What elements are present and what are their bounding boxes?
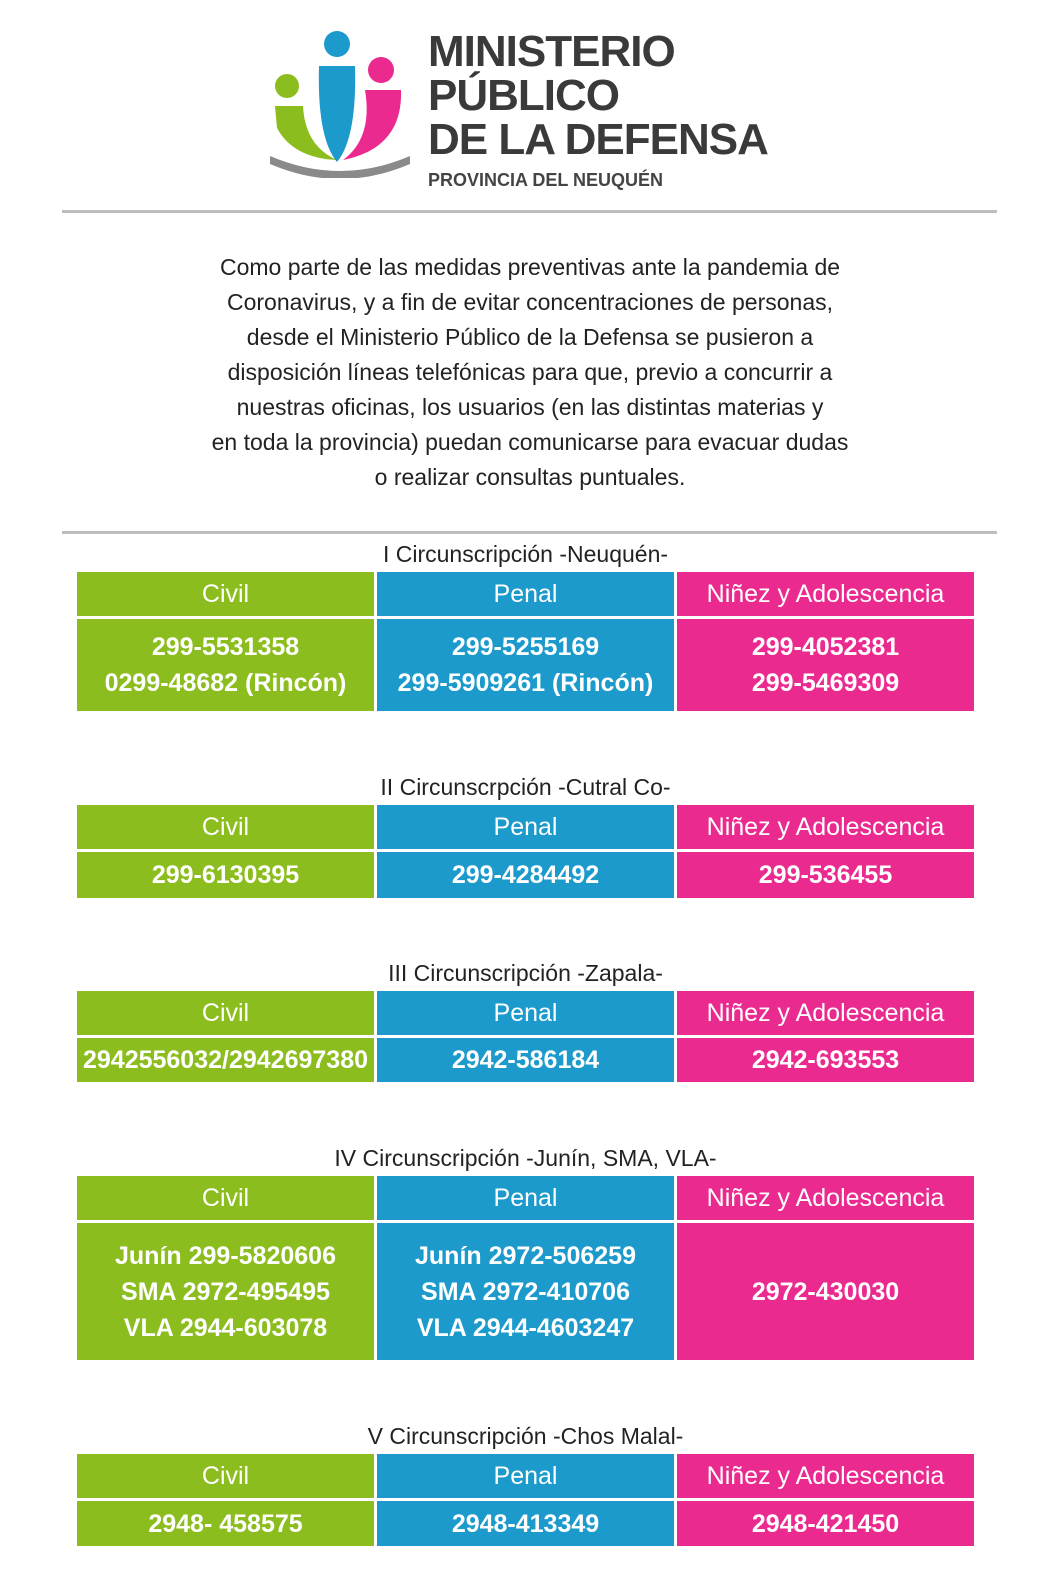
ninez-header: Niñez y Adolescencia <box>677 805 974 852</box>
penal-header: Penal <box>377 805 674 852</box>
intro-line: desde el Ministerio Público de la Defensa se pusieron a <box>246 324 814 350</box>
penal-column <box>374 1176 674 1360</box>
logo-line2: PÚBLICO <box>428 71 619 120</box>
ninez-phones <box>677 1501 974 1546</box>
civil-phones <box>77 1038 374 1082</box>
phone-number: 2942-693553 <box>751 1046 900 1074</box>
ninez-header: Niñez y Adolescencia <box>677 1176 974 1223</box>
phone-number: 2948- 458575 <box>148 1509 303 1538</box>
civil-column <box>77 805 374 898</box>
ninez-column <box>674 805 974 898</box>
divider-mid <box>62 531 997 534</box>
ninez-phones <box>677 619 974 711</box>
circ-title: IV Circunscripción -Junín, SMA, VLA- <box>334 1145 717 1171</box>
penal-phones <box>377 1038 674 1082</box>
intro-line: Coronavirus, y a fin de evitar concentraciones de personas, <box>227 289 833 315</box>
civil-header: Civil <box>77 805 374 852</box>
penal-phones <box>377 619 674 711</box>
phone-number: 2948-413349 <box>451 1509 600 1538</box>
ninez-column <box>674 1176 974 1360</box>
civil-phones <box>77 852 374 898</box>
logo-title <box>428 27 768 191</box>
civil-header: Civil <box>77 991 374 1038</box>
civil-column <box>77 572 374 711</box>
phone-number: 299-4052381 <box>751 633 900 661</box>
civil-header: Civil <box>77 1176 374 1223</box>
penal-column <box>374 572 674 711</box>
civil-phones <box>77 1501 374 1546</box>
circ-title: III Circunscripción -Zapala- <box>388 960 663 986</box>
logo-icon <box>265 28 415 178</box>
circ-4 <box>77 1140 974 1360</box>
penal-column <box>374 805 674 898</box>
penal-phones <box>377 1223 674 1360</box>
phone-number: Junín 2972-506259 <box>415 1241 636 1270</box>
phone-number: 2948-421450 <box>751 1509 900 1538</box>
phone-table <box>77 1454 974 1546</box>
phone-table <box>77 572 974 711</box>
ninez-phones <box>677 1038 974 1082</box>
ninez-header: Niñez y Adolescencia <box>677 1454 974 1501</box>
civil-header: Civil <box>77 1454 374 1501</box>
civil-phones <box>77 619 374 711</box>
phone-table <box>77 1176 974 1360</box>
civil-column <box>77 1454 374 1546</box>
ninez-header: Niñez y Adolescencia <box>677 991 974 1038</box>
phone-table <box>77 991 974 1082</box>
phone-number: 299-4284492 <box>451 861 600 889</box>
ninez-phones <box>677 1223 974 1360</box>
phone-number: 299-5255169 <box>451 633 600 661</box>
ninez-column <box>674 1454 974 1546</box>
intro-line: disposición líneas telefónicas para que, previo a concurrir a <box>227 359 833 385</box>
ninez-header: Niñez y Adolescencia <box>677 572 974 619</box>
ninez-column <box>674 572 974 711</box>
intro-text <box>130 250 930 495</box>
phone-number: 2972-430030 <box>751 1277 900 1306</box>
circ-1 <box>77 536 974 711</box>
phone-number: SMA 2972-410706 <box>421 1277 630 1306</box>
civil-phones <box>77 1223 374 1360</box>
circ-5 <box>77 1418 974 1546</box>
phone-number: 299-536455 <box>758 861 893 889</box>
phone-number: SMA 2972-495495 <box>121 1277 330 1306</box>
ninez-phones <box>677 852 974 898</box>
civil-column <box>77 991 374 1082</box>
circ-title: V Circunscripción -Chos Malal- <box>367 1423 684 1449</box>
phone-number: 0299-48682 (Rincón) <box>104 669 347 697</box>
penal-phones <box>377 1501 674 1546</box>
phone-number: 2942-586184 <box>451 1046 600 1074</box>
phone-number: 2942556032/2942697380 <box>82 1046 369 1074</box>
logo-line1: MINISTERIO <box>428 27 675 76</box>
intro-line: nuestras oficinas, los usuarios (en las distintas materias y <box>236 394 824 420</box>
civil-header: Civil <box>77 572 374 619</box>
ninez-column <box>674 991 974 1082</box>
phone-number: 299-5909261 (Rincón) <box>397 669 654 697</box>
penal-phones <box>377 852 674 898</box>
logo-line3: DE LA DEFENSA <box>428 115 768 164</box>
penal-column <box>374 1454 674 1546</box>
penal-header: Penal <box>377 1454 674 1501</box>
intro-line: Como parte de las medidas preventivas ante la pandemia de <box>219 254 841 280</box>
logo-subtitle: PROVINCIA DEL NEUQUÉN <box>428 170 664 190</box>
circ-title: I Circunscripción -Neuquén- <box>382 541 669 567</box>
header <box>0 0 1063 210</box>
circ-title: II Circunscrpción -Cutral Co- <box>380 774 671 800</box>
penal-header: Penal <box>377 572 674 619</box>
penal-column <box>374 991 674 1082</box>
intro-line: o realizar consultas puntuales. <box>374 464 686 490</box>
phone-number: VLA 2944-4603247 <box>416 1313 635 1342</box>
penal-header: Penal <box>377 991 674 1038</box>
phone-number: 299-5469309 <box>751 669 900 697</box>
phone-number: VLA 2944-603078 <box>123 1313 328 1342</box>
phone-number: 299-5531358 <box>151 633 300 661</box>
intro-line: en toda la provincia) puedan comunicarse para evacuar dudas <box>211 429 849 455</box>
divider-top <box>62 210 997 213</box>
civil-column <box>77 1176 374 1360</box>
circ-2 <box>77 769 974 898</box>
circ-3 <box>77 955 974 1082</box>
phone-number: 299-6130395 <box>151 861 300 889</box>
phone-table <box>77 805 974 898</box>
penal-header: Penal <box>377 1176 674 1223</box>
phone-number: Junín 299-5820606 <box>115 1241 336 1270</box>
